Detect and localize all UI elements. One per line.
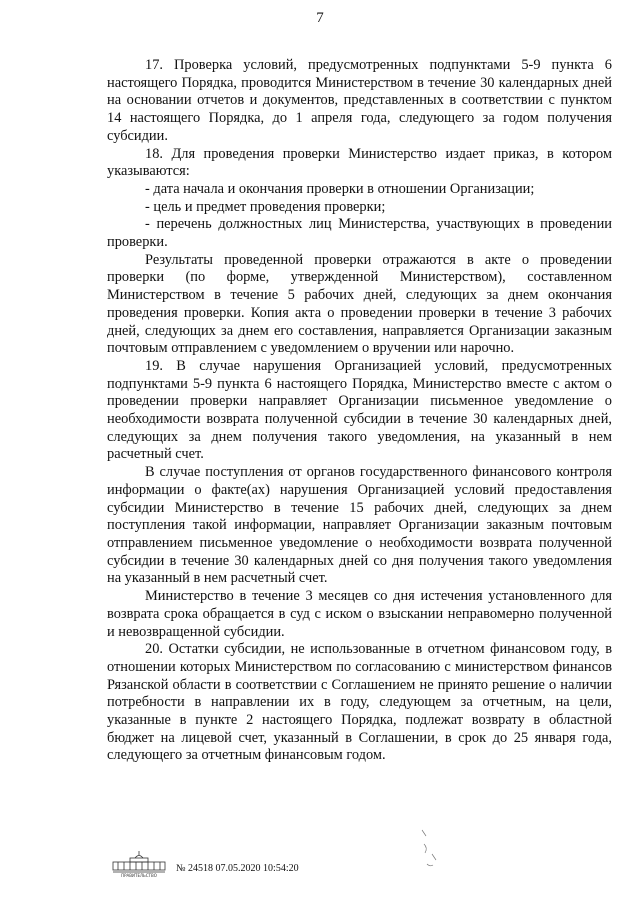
document-body: [107, 57, 612, 765]
page-number: 7: [316, 10, 324, 26]
paragraph-results: Результаты проведенной проверки отражаются в акте о проведении проверки (по форме, утвержденной Министерством), составленном Министерством в течение 5 рабочих дней, следующих за днем окончания проведения проверки. Копия акта о проведении проверки в течение 3 рабочих дней, следующих за днем его составления, направляется Организации заказным почтовым отправлением с уведомлением о вручении или нарочно.: [107, 251, 612, 357]
list-item-goal: - цель и предмет проведения проверки;: [145, 198, 386, 215]
logo-caption: ПРАВИТЕЛЬСТВО: [121, 873, 157, 878]
paragraph-18: 18. Для проведения проверки Министерство издает приказ, в котором указываются:: [107, 145, 612, 180]
paragraph-financial-control: В случае поступления от органов государственного финансового контроля информации о факте(ах) нарушения Организацией условий предоставления субсидии Министерство в течение 15 рабочих дней, следующих за днем поступления такой информации, направляет Организации заказным почтовым отправлением письменное уведомление о необходимости возврата полученной субсидии в течение 30 календарных дней со дня получения такого уведомления на указанный в нем расчетный счет.: [107, 464, 612, 587]
paragraph-19: 19. В случае нарушения Организацией условий, предусмотренных подпунктами 5-9 пункта 6 настоящего Порядка, Министерство вместе с актом о проведении проверки направляет Организации письменное уведомление о необходимости возврата полученной субсидии в течение 30 календарных дней, следующих за днем получения такого уведомления, на указанный в нем расчетный счет.: [107, 357, 612, 463]
paragraph-20: 20. Остатки субсидии, не использованные в отчетном финансовом году, в отношении которых Министерством по согласованию с министерством финансов Рязанской области в соответствии с Соглашением не принято решение о наличии потребности в направлении их в году, следующем за отчетным, на цели, указанные в пункте 2 настоящего Порядка, подлежат возврату в областной бюджет на лицевой счет, указанный в Соглашении, в срок до 25 января года, следующего за отчетным финансовым годом.: [107, 641, 612, 764]
list-item-officials: - перечень должностных лиц Министерства, участвующих в проведении проверки.: [107, 216, 612, 251]
government-building-icon: [110, 850, 168, 878]
registration-stamp: № 24518 07.05.2020 10:54:20: [176, 863, 299, 874]
document-footer: [110, 850, 370, 880]
paragraph-17: 17. Проверка условий, предусмотренных подпунктами 5-9 пункта 6 настоящего Порядка, проводится Министерством в течение 30 календарных дней на основании отчетов и документов, представленных в соответствии с пунктом 14 настоящего Порядка, до 1 апреля года, следующего за годом получения субсидии.: [107, 57, 612, 144]
paragraph-court: Министерство в течение 3 месяцев со дня истечения установленного для возврата срока обращается в суд с иском о взыскании неправомерно полученной и невозвращенной субсидии.: [107, 588, 612, 640]
pen-mark-icon: [418, 826, 442, 870]
list-item-dates: - дата начала и окончания проверки в отношении Организации;: [145, 180, 535, 197]
